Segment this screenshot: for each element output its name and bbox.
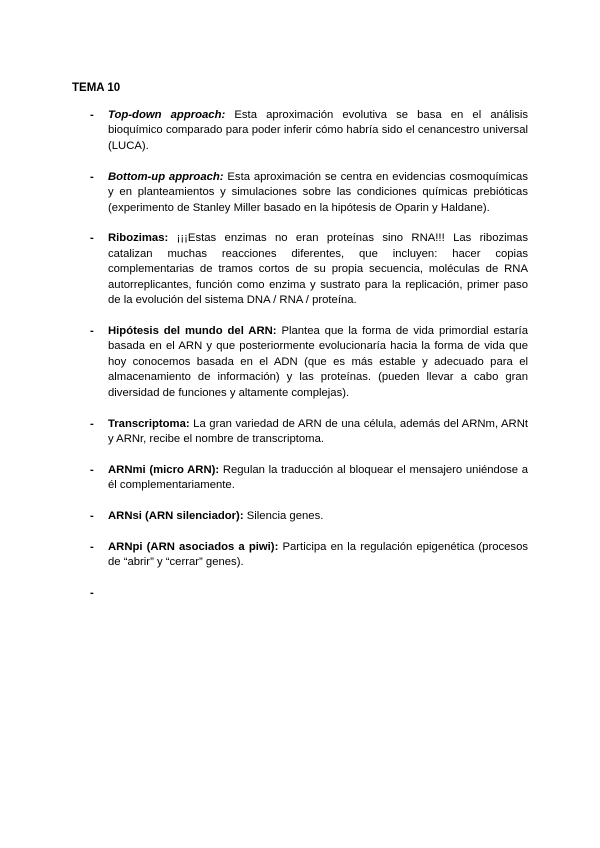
definition-text: Plantea que la forma de vida primordial estaría basada en el ARN y que posteriormente evolucionaría hacia la forma de vida que hoy conocemos basada en el ADN (que es más estable y adecuado para el almacenamiento de información) y las proteínas. (pueden llevar a cabo gran diversidad de funciones y altamente complejas).	[108, 324, 528, 399]
term-arnsi: ARNsi (ARN silenciador):	[108, 510, 244, 523]
definition-list	[90, 108, 528, 617]
list-item-transcriptoma	[90, 417, 528, 448]
bullet: -	[90, 417, 94, 430]
bullet: -	[90, 170, 94, 183]
list-item-ribozimas	[90, 231, 528, 308]
term-bottom-up: Bottom-up approach:	[108, 170, 224, 183]
bullet: -	[90, 463, 94, 476]
definition-text: ¡¡¡Estas enzimas no eran proteínas sino RNA!!! Las ribozimas catalizan muchas reacciones diferentes, que incluyen: hacer copias complementarias de tramos cortos de su propia secuencia, moléculas de RNA autorreplicantes, función como enzima y sustrato para la replicación, primer paso de la evolución del sistema DNA / RNA / proteína.	[108, 232, 528, 307]
list-item-bottom-up	[90, 170, 528, 216]
term-transcriptoma: Transcriptoma:	[108, 417, 190, 430]
list-item-hipotesis-arn	[90, 324, 528, 401]
bullet: -	[90, 109, 94, 121]
definition-text: Participa en la regulación epigenética (procesos de “abrir” y “cerrar” genes).	[108, 541, 528, 569]
list-item-empty	[90, 586, 528, 601]
definition-text: Esta aproximación se centra en evidencias cosmoquímicas y en planteamientos y simulaciones sobre las condiciones químicas prebióticas (experimento de Stanley Miller basado en la hipótesis de Oparin y Haldane).	[108, 170, 528, 214]
bullet: -	[90, 324, 94, 337]
bullet: -	[90, 587, 94, 600]
term-ribozimas: Ribozimas:	[108, 232, 169, 245]
term-top-down: Top-down approach:	[108, 109, 226, 121]
list-item-arnsi	[90, 509, 528, 524]
term-arnmi: ARNmi (micro ARN):	[108, 463, 220, 476]
definition-text: Silencia genes.	[243, 510, 324, 523]
list-item-arnpi	[90, 540, 528, 571]
list-item-top-down	[90, 108, 528, 154]
term-arnpi: ARNpi (ARN asociados a piwi):	[108, 541, 279, 554]
definition-text: Regulan la traducción al bloquear el mensajero uniéndose a él complementariamente.	[108, 463, 528, 492]
term-hipotesis-arn: Hipótesis del mundo del ARN:	[108, 324, 277, 337]
bullet: -	[90, 232, 94, 245]
bullet: -	[90, 541, 94, 554]
bullet: -	[90, 510, 94, 523]
definition-text: Esta aproximación evolutiva se basa en el análisis bioquímico comparado para poder inferir cómo habría sido el cenancestro universal (LUCA).	[108, 109, 529, 152]
list-item-arnmi	[90, 463, 528, 494]
definition-text: La gran variedad de ARN de una célula, además del ARNm, ARNt y ARNr, recibe el nombre de transcriptoma.	[108, 417, 528, 445]
document-title: TEMA 10	[72, 82, 121, 94]
